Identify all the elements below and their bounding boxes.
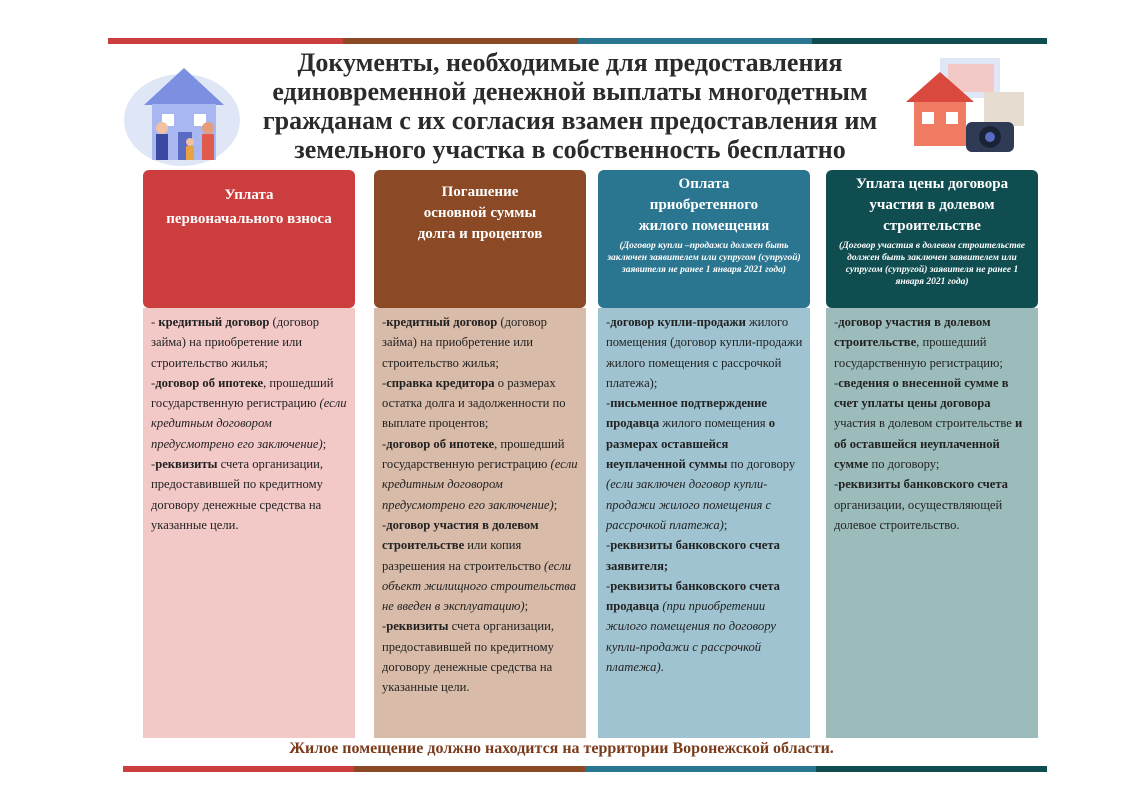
- column-body: [143, 308, 355, 738]
- house-camera-illustration: [900, 52, 1030, 162]
- list-item: -договор об ипотеке, прошедший государственную регистрацию (если кредитным договором предусмотрено его заключение);: [151, 375, 347, 451]
- column-down-payment: [143, 170, 355, 738]
- column-header: [826, 170, 1038, 308]
- list-item: -письменное подтверждение продавца жилого помещения о размерах оставшейся неуплаченной суммы по договору (если заключен договор купли-продажи жилого помещения с рассрочкой платежа);: [606, 396, 796, 532]
- list-item: -реквизиты счета организации, предоставившей по кредитному договору денежные средства на указанные цели.: [382, 619, 555, 695]
- column-purchased-housing: [598, 170, 810, 738]
- column-loan-repayment: [374, 170, 586, 738]
- column-body: [826, 308, 1038, 738]
- column-heading-line: Уплата цены договора: [855, 176, 1009, 192]
- bottom-color-stripe: [123, 766, 1047, 772]
- column-note: (Договор купли –продажи должен быть заключен заявителем или супругом (супругой) заявителя не ранее 1 января 2021 года): [607, 241, 801, 275]
- column-note: (Договор участия в долевом строительстве должен быть заключен заявителем или супругом (супругой) заявителя не ранее 1 января 2021 года): [839, 241, 1025, 287]
- title-line-1: Документы, необходимые для предоставления: [297, 48, 843, 77]
- list-item: -договор об ипотеке, прошедший государственную регистрацию (если кредитным договором предусмотрено его заключение);: [382, 436, 578, 512]
- column-heading-line: основной суммы: [423, 205, 537, 221]
- top-color-stripe: [108, 38, 1047, 44]
- column-heading-line: долга и процентов: [417, 226, 543, 242]
- column-header: [143, 170, 355, 308]
- page-title: [230, 48, 910, 164]
- title-line-2: единовременной денежной выплаты многодетным: [272, 77, 868, 106]
- column-heading-line: Уплата: [224, 187, 274, 203]
- column-shared-construction: [826, 170, 1038, 738]
- footer-note: Жилое помещение должно находится на территории Воронежской области.: [289, 740, 834, 757]
- title-line-4: земельного участка в собственность бесплатно: [294, 135, 846, 164]
- list-item: -договор участия в долевом строительстве или копия разрешения на строительство (если объект жилищного строительства не введен в эксплуатацию);: [382, 517, 576, 614]
- list-item: -реквизиты банковского счета заявителя;: [606, 538, 780, 573]
- list-item: - кредитный договор (договор займа) на приобретение или строительство жилья;: [151, 315, 320, 370]
- list-item: -реквизиты банковского счета организации, осуществляющей долевое строительство.: [834, 477, 1008, 532]
- column-header: [598, 170, 810, 308]
- list-item: -договор участия в долевом строительстве, прошедший государственную регистрацию;: [834, 315, 1003, 370]
- list-item: -кредитный договор (договор займа) на приобретение или строительство жилья;: [382, 315, 547, 370]
- column-body: [374, 308, 586, 738]
- list-item: -договор купли-продажи жилого помещения (договор купли-продажи жилого помещения с рассрочкой платежа);: [606, 315, 803, 390]
- column-header: [374, 170, 586, 308]
- column-heading-line: Оплата: [678, 176, 730, 192]
- list-item: -справка кредитора о размерах остатка долга и задолженности по выплате процентов;: [382, 375, 566, 431]
- list-item: -реквизиты счета организации, предоставившей по кредитному договору денежные средства на указанные цели.: [151, 457, 324, 532]
- column-heading-line: Погашение: [441, 184, 519, 200]
- column-heading-line: жилого помещения: [638, 218, 770, 234]
- column-heading-line: первоначального взноса: [166, 211, 332, 227]
- title-line-3: гражданам с их согласия взамен предоставления им: [262, 106, 878, 135]
- family-house-illustration: [122, 50, 242, 170]
- column-body: [598, 308, 810, 738]
- column-heading-line: строительстве: [883, 218, 981, 234]
- list-item: -сведения о внесенной сумме в счет уплаты цены договора участия в долевом строительстве и об оставшейся неуплаченной сумме по договору;: [834, 375, 1023, 472]
- list-item: -реквизиты банковского счета продавца (при приобретении жилого помещения по договору купли-продажи с рассрочкой платежа).: [606, 578, 780, 675]
- column-heading-line: приобретенного: [649, 197, 759, 213]
- column-heading-line: участия в долевом: [869, 197, 995, 213]
